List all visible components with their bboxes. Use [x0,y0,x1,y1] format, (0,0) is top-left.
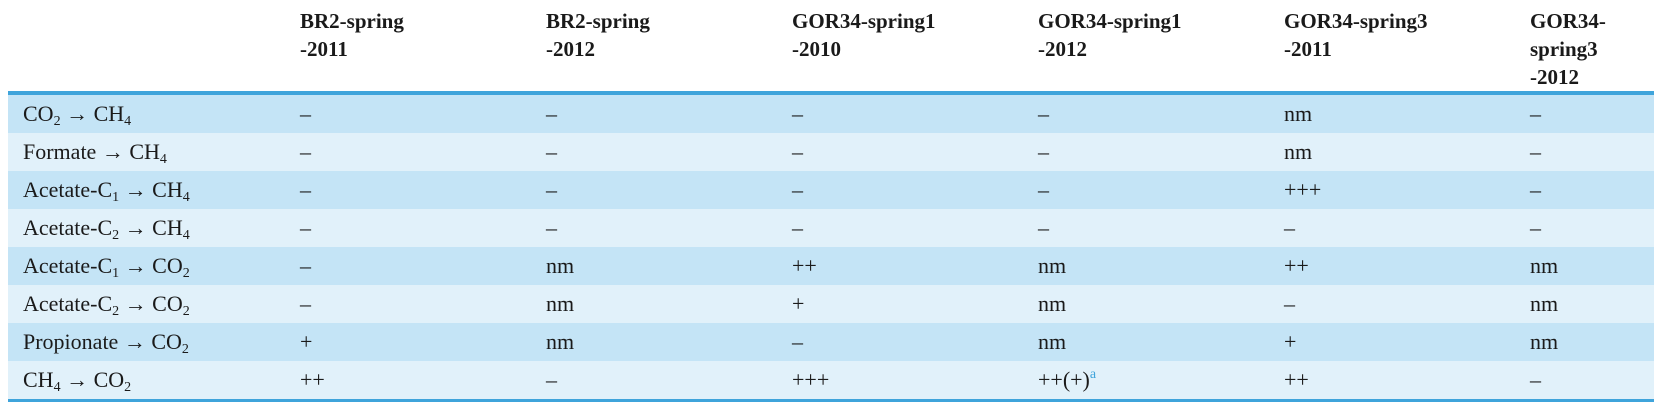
cell-value: – [546,177,557,202]
cell-value: – [300,291,311,316]
table-cell [546,209,792,247]
label-text: Acetate-C [23,253,113,278]
label-text: → CH [60,101,125,126]
subscript: 1 [112,190,120,205]
table-row [8,93,1654,133]
subscript: 2 [182,304,190,319]
table-row [8,285,1654,323]
column-header-gor34-spring3-2012 [1530,0,1654,93]
subscript: 2 [112,228,120,243]
label-text: Propionate → CO [23,329,182,354]
cell-value: – [546,215,557,240]
cell-value: – [1038,101,1049,126]
cell-value: – [546,101,557,126]
column-header-gor34-spring1-2012 [1038,0,1284,93]
table-cell [300,285,546,323]
row-label [8,361,300,401]
table-cell [1530,285,1654,323]
column-header-line: -2012 [1038,37,1087,61]
column-header-line: -2012 [546,37,595,61]
table-cell [1530,209,1654,247]
column-header-br2-spring-2012 [546,0,792,93]
subscript: 4 [124,114,132,129]
table-body [8,93,1654,401]
table-cell [546,323,792,361]
cell-value: nm [1038,291,1067,316]
column-header-label [8,0,300,93]
cell-value: ++(+) [1038,367,1090,392]
table-cell [546,247,792,285]
label-text: → CO [119,291,183,316]
table-cell [1530,93,1654,133]
row-label [8,93,300,133]
cell-value: – [1530,139,1541,164]
subscript: 2 [112,304,120,319]
table-cell [546,133,792,171]
cell-value: – [546,139,557,164]
table-cell [300,247,546,285]
cell-value: nm [1038,329,1067,354]
table-cell [792,93,1038,133]
cell-value: – [1284,215,1295,240]
table-cell [1530,133,1654,171]
cell-value: – [300,253,311,278]
subscript: 2 [182,266,190,281]
label-text: CH [23,367,54,392]
table-cell [1284,171,1530,209]
column-header-line: GOR34-spring1 [792,9,936,33]
table-cell [1038,361,1284,401]
column-header-line: -2012 [1530,65,1579,89]
row-label [8,209,300,247]
table-cell [546,93,792,133]
label-text: Acetate-C [23,215,113,240]
cell-value: nm [546,253,575,278]
cell-value: – [1038,177,1049,202]
cell-value: – [300,177,311,202]
subscript: 2 [181,342,189,357]
subscript: 4 [53,380,61,395]
row-label [8,323,300,361]
cell-value: ++ [1284,253,1309,278]
cell-value: nm [1284,139,1313,164]
column-header-br2-spring-2011 [300,0,546,93]
cell-value: nm [1530,329,1559,354]
table-cell [1284,133,1530,171]
table-cell [1038,323,1284,361]
cell-value: nm [1284,101,1313,126]
table-cell [792,247,1038,285]
table-cell [300,133,546,171]
cell-value: ++ [792,253,817,278]
cell-value: + [1284,329,1297,354]
table-cell [300,93,546,133]
table-row [8,247,1654,285]
label-text: → CO [119,253,183,278]
cell-value: – [300,139,311,164]
cell-value: – [1530,215,1541,240]
cell-value: – [792,177,803,202]
cell-value: nm [1530,253,1559,278]
label-text: Formate → CH [23,139,160,164]
cell-value: nm [546,329,575,354]
table-cell [1284,93,1530,133]
row-label [8,133,300,171]
cell-value: – [546,367,557,392]
cell-value: – [1530,367,1541,392]
table-cell [546,361,792,401]
label-text: CO [23,101,54,126]
cell-value: – [792,139,803,164]
table-cell [792,361,1038,401]
cell-value: – [792,215,803,240]
subscript: 4 [159,152,167,167]
row-label [8,285,300,323]
table-cell [1284,247,1530,285]
table-row [8,171,1654,209]
subscript: 2 [124,380,132,395]
table-cell [1284,285,1530,323]
table-cell [300,171,546,209]
table-cell [1530,171,1654,209]
cell-value: – [300,215,311,240]
table-cell [1530,323,1654,361]
table-cell [1038,247,1284,285]
subscript: 4 [182,190,190,205]
table-row [8,323,1654,361]
cell-value: ++ [300,367,325,392]
column-header-line: -2011 [300,37,348,61]
table-cell [546,285,792,323]
cell-value: +++ [1284,177,1322,202]
table-cell [1284,361,1530,401]
column-header-line: BR2-spring [546,9,650,33]
table-cell [1530,361,1654,401]
column-header-gor34-spring1-2010 [792,0,1038,93]
table-row [8,133,1654,171]
label-text: → CO [60,367,125,392]
cell-value: ++ [1284,367,1309,392]
cell-value: nm [1530,291,1559,316]
footnote-marker[interactable]: a [1089,367,1097,382]
column-header-line: GOR34-spring3 [1530,9,1606,61]
table-cell [300,323,546,361]
cell-value: + [792,291,805,316]
table-cell [300,209,546,247]
table-cell [1038,285,1284,323]
cell-value: – [792,101,803,126]
label-text: → CH [119,215,183,240]
row-label [8,171,300,209]
subscript: 1 [112,266,120,281]
column-header-line: GOR34-spring1 [1038,9,1182,33]
label-text: → CH [119,177,183,202]
table-cell [1530,247,1654,285]
column-header-line: -2011 [1284,37,1332,61]
column-header-line: BR2-spring [300,9,404,33]
column-header-line: GOR34-spring3 [1284,9,1428,33]
cell-value: – [1038,215,1049,240]
table-cell [546,171,792,209]
subscript: 4 [182,228,190,243]
cell-value: nm [1038,253,1067,278]
subscript: 2 [53,114,61,129]
column-header-gor34-spring3-2011 [1284,0,1530,93]
cell-value: nm [546,291,575,316]
table-row [8,209,1654,247]
table-cell [792,209,1038,247]
table-cell [792,133,1038,171]
table-cell [792,285,1038,323]
column-header-line: -2010 [792,37,841,61]
cell-value: – [300,101,311,126]
cell-value: – [792,329,803,354]
cell-value: – [1284,291,1295,316]
table-row [8,361,1654,401]
cell-value: + [300,329,313,354]
header-row [8,0,1654,93]
table-cell [1038,209,1284,247]
cell-value: – [1530,177,1541,202]
table-cell [300,361,546,401]
table-cell [1038,133,1284,171]
cell-value: +++ [792,367,830,392]
label-text: Acetate-C [23,291,113,316]
cell-value: – [1530,101,1541,126]
table-cell [1038,171,1284,209]
cell-value: – [1038,139,1049,164]
table-cell [1038,93,1284,133]
table-cell [792,171,1038,209]
row-label [8,247,300,285]
label-text: Acetate-C [23,177,113,202]
table-cell [792,323,1038,361]
results-table [8,0,1654,402]
table-cell [1284,323,1530,361]
table-cell [1284,209,1530,247]
